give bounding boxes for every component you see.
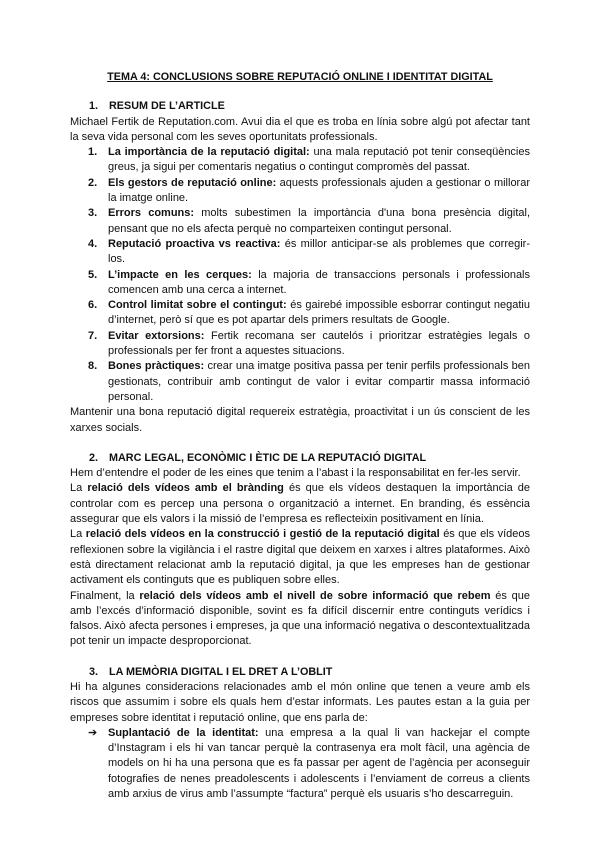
section-heading [70,451,530,466]
text: Fertik recomana ser cautelós i prioritzar estratègies legals o professionals per fer front a aquestes situacions. [108,329,530,358]
bold-text: Suplantació de la identitat: [108,726,259,739]
bold-text: relació dels vídeos en la construcció i gestió de la reputació digital [85,528,440,541]
item-number: 5. [88,268,98,281]
list-item [70,359,530,405]
heading-text: MARC LEGAL, ECONÒMIC I ÈTIC DE LA REPUTACIÓ DIGITAL [109,451,427,464]
item-number: 6. [88,299,98,312]
numbered-list [70,145,530,405]
document-title: TEMA 4: CONCLUSIONS SOBRE REPUTACIÓ ONLINE I IDENTITAT DIGITAL [107,71,493,83]
text: crear una imatge positiva passa per tenir perfils professionals ben gestionats, contribuir amb contingut de valor i evitar compartir massa informació personal. [108,360,530,403]
bold-text: relació dels vídeos amb el nivell de sobre informació que rebem [139,589,491,602]
text: és que els vídeos destaquen la importància de controlar com es percep una persona o organització a internet. En branding, és essència assegurar que els valors i la missió de l’empresa es reflecteixin positivament en línia. [70,482,530,526]
paragraph [70,589,530,650]
item-number: 3. [88,207,98,220]
section-resum [70,99,530,436]
item-text [108,359,530,405]
list-item [70,145,530,176]
text: és que amb l’excés d’informació disponible, sovint es fa difícil discernir entre continguts verídics i falsos. Això afecta persones i empreses, ja que una informació negativa o descontextualitzada pot tenir un impacte desproporcionat. [70,589,530,648]
item-text [108,237,530,268]
paragraph: Michael Fertik de Reputation.com. Avui dia el que es troba en línia sobre algú pot afectar tant la seva vida personal com les seves oportunitats professionals. [70,115,530,143]
bullet-list [70,726,530,802]
heading-number: 1. [89,100,99,113]
list-item [70,329,530,360]
item-number: 7. [88,329,98,342]
list-item [70,176,530,207]
list-item [70,237,530,268]
heading-number: 2. [89,451,99,464]
list-item [70,726,530,802]
item-text [108,145,530,176]
list-item [70,268,530,299]
paragraph [70,527,530,588]
item-number: 4. [88,237,98,250]
item-text [108,329,530,360]
item-text [108,268,530,299]
arrow-icon: ➔ [88,726,98,739]
bold-text: Errors comuns: [108,207,195,220]
text: una mala reputació pot tenir conseqüències greus, ja sigui per comentaris negatius o contingut compromès del passat. [108,146,530,174]
bold-text: La importància de la reputació digital: [108,146,310,159]
paragraph: Mantenir una bona reputació digital requereix estratègia, proactivitat i un ús conscient de les xarxes socials. [70,406,530,434]
text: molts subestimen la importància d'una bona presència digital, pensant que no els afecta perquè no comparteixen contingut personal. [108,207,530,235]
bold-text: Reputació proactiva vs reactiva: [108,237,281,250]
bold-text: Control limitat sobre el contingut: [108,299,287,312]
item-text [108,206,530,237]
text: és que els vídeos reflexionen sobre la vigilància i el rastre digital que deixem en xarxes i altres plataformes. Això està directament relacionat amb la reputació digital, ja que les empreses han de gestionar activament els continguts que es publiquen sobre elles. [70,528,530,587]
item-text [108,298,530,329]
bold-text: Evitar extorsions: [108,329,205,342]
text: aquests professionals ajuden a gestionar o millorar la imatge online. [108,176,530,205]
heading-number: 3. [89,665,99,678]
item-number: 1. [88,146,98,159]
list-item [70,206,530,237]
section-memoria-digital [70,665,530,803]
list-item [70,298,530,329]
bold-text: Bones pràctiques: [108,360,205,373]
section-heading [70,99,530,114]
item-number: 8. [88,360,98,373]
bold-text: Els gestors de reputació online: [108,176,277,189]
paragraph: Hem d’entendre el poder de les eines que tenim a l’abast i la responsabilitat en fer-les servir. [70,467,521,480]
item-number: 2. [88,176,98,189]
text: és gairebé impossible esborrar contingut negatiu d’internet, però sí que es pot apartar dels primers resultats de Google. [108,299,530,327]
bold-text: L’impacte en les cerques: [108,268,252,281]
heading-text: RESUM DE L’ARTICLE [109,100,225,113]
paragraph: Hi ha algunes consideracions relacionades amb el món online que tenen a veure amb els riscos que assumim i sobre els quals hem d’estar informats. Les pautes estan a la guia per empreses sobre identitat i reputació online, que ens parla de: [70,680,530,724]
text: la majoria de transaccions personals i professionals comencen amb una cerca a internet. [108,268,531,296]
item-text [108,176,530,207]
section-heading [70,665,530,680]
bold-text: relació dels vídeos amb el brànding [87,482,284,495]
text: Finalment, la [70,589,140,602]
section-marc-legal [70,451,530,650]
text: és millor anticipar-se als problemes que corregir-los. [108,237,530,266]
paragraph [70,481,530,527]
text: una empresa a la qual li van hackejar el compte d’Instagram i els hi van tancar perquè la contrasenya era molt fàcil, una agència de models on hi ha una persona que es fa passar per agent de l’agència per aconseguir fotografies de nenes preadolescents i adolescents i l’enviament de correus a clients amb arxius de virus amb l’assumpte “factura” perquè els usuaris s’ho descarreguin. [108,726,530,801]
text: La [70,482,88,495]
text: La [70,528,86,541]
heading-text: LA MEMÒRIA DIGITAL I EL DRET A L’OBLIT [109,665,333,678]
